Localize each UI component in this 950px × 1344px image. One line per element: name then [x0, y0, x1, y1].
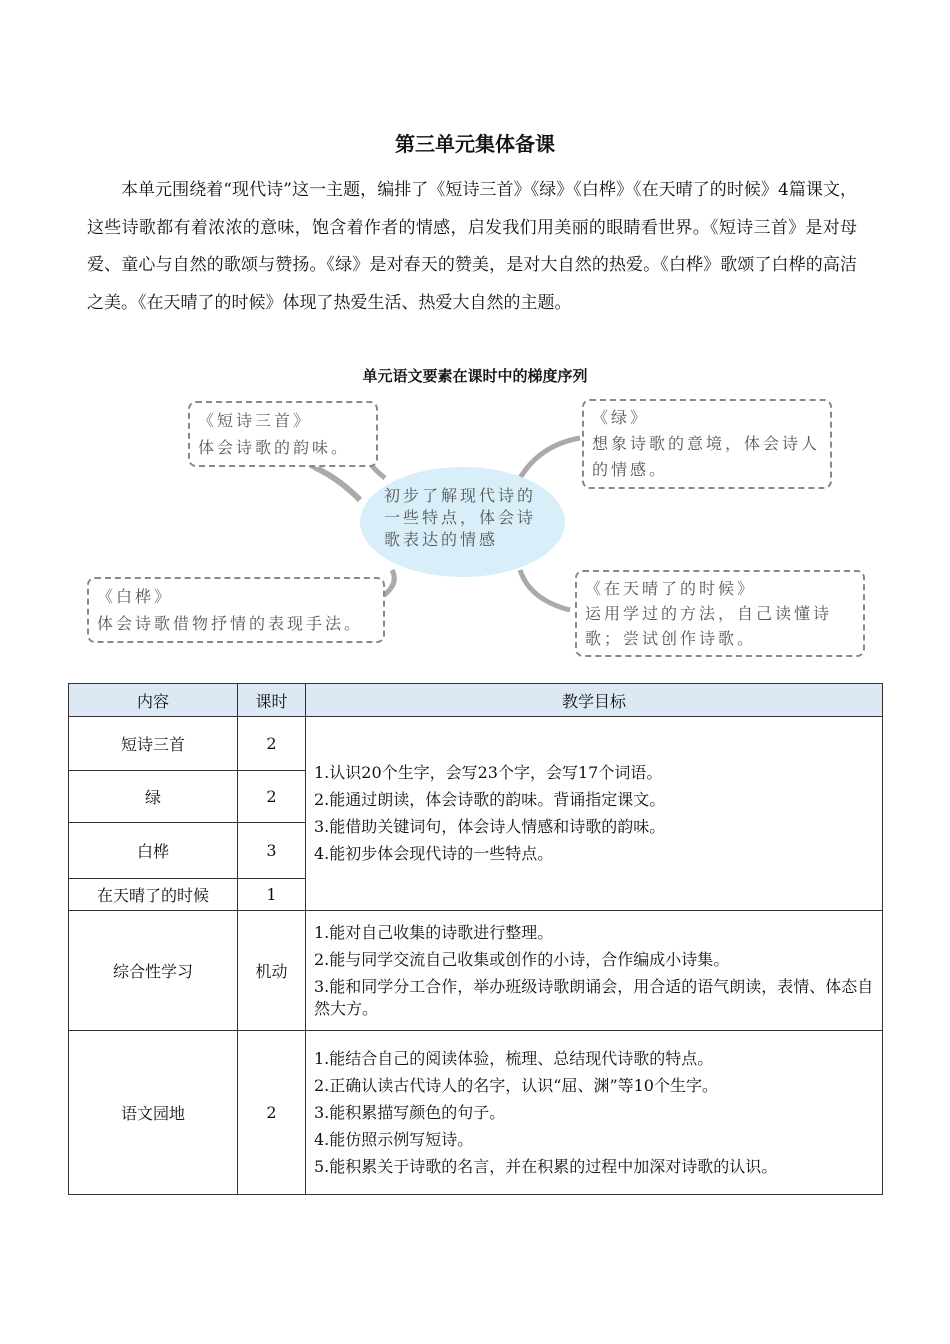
- teaching-plan-table: [68, 683, 883, 1195]
- diagram-node-sunny: [575, 570, 865, 657]
- goal-item: 4.能仿照示例写短诗。: [314, 1129, 474, 1149]
- goal-item: 2.能与同学交流自己收集或创作的小诗，合作编成小诗集。: [314, 949, 730, 969]
- node-text: 运用学过的方法，自己读懂诗歌；尝试创作诗歌。: [585, 604, 833, 648]
- node-text: 体会诗歌借物抒情的表现手法。: [97, 614, 364, 633]
- node-text: 想象诗歌的意境，体会诗人的情感。: [592, 434, 821, 479]
- table-row: [69, 911, 883, 1031]
- goal-item: 3.能积累描写颜色的句子。: [314, 1102, 506, 1122]
- intro-paragraph: 本单元围绕着“现代诗”这一主题，编排了《短诗三首》《绿》《白桦》《在天晴了的时候》4篇课文，这些诗歌都有着浓浓的意味，饱含着作者的情感，启发我们用美丽的眼睛看世界。《短诗三首》是对母爱、童心与自然的歌颂与赞扬。《绿》是对春天的赞美，是对大自然的热爱。《白桦》歌颂了白桦的高洁之美。《在天晴了的时候》体现了热爱生活、热爱大自然的主题。: [87, 180, 857, 313]
- goal-item: 3.能借助关键词句，体会诗人情感和诗歌的韵味。: [314, 817, 666, 836]
- cell-goals: [306, 911, 883, 1031]
- cell-goals: [306, 1031, 883, 1195]
- cell-hours: 1: [238, 879, 306, 911]
- cell-hours: 2: [238, 771, 306, 823]
- diagram-node-birch: [87, 577, 385, 643]
- goal-item: 1.能结合自己的阅读体验，梳理、总结现代诗歌的特点。: [314, 1048, 714, 1068]
- cell-content: 在天晴了的时候: [69, 879, 238, 911]
- table-header-row: [69, 684, 883, 717]
- goal-item: 1.能对自己收集的诗歌进行整理。: [314, 922, 554, 942]
- cell-content: 白桦: [69, 823, 238, 879]
- cell-goals: [306, 717, 883, 911]
- diagram-node-green: [582, 399, 832, 489]
- cell-content: 语文园地: [69, 1031, 238, 1195]
- cell-content: 短诗三首: [69, 717, 238, 771]
- diagram-title: 单元语文要素在课时中的梯度序列: [362, 367, 588, 385]
- node-text: 体会诗歌的韵味。: [198, 438, 351, 457]
- diagram-node-poems: [188, 401, 378, 467]
- cell-content: 绿: [69, 771, 238, 823]
- cell-content: 综合性学习: [69, 911, 238, 1031]
- header-content: 内容: [69, 684, 238, 717]
- goal-item: 4.能初步体会现代诗的一些特点。: [314, 844, 554, 863]
- table-row: [69, 717, 883, 771]
- diagram-center-node: 初步了解现代诗的一些特点，体会诗歌表达的情感: [360, 467, 565, 577]
- goal-item: 5.能积累关于诗歌的名言，并在积累的过程中加深对诗歌的认识。: [314, 1156, 778, 1176]
- page-title: 第三单元集体备课: [395, 132, 555, 156]
- node-title: 《在天晴了的时候》: [585, 579, 757, 598]
- cell-hours: 2: [238, 717, 306, 771]
- header-goals: 教学目标: [306, 684, 883, 717]
- goal-item: 2.正确认读古代诗人的名字，认识“屈、渊”等10个生字。: [314, 1075, 718, 1095]
- node-title: 《白桦》: [97, 587, 174, 606]
- node-title: 《短诗三首》: [198, 411, 313, 430]
- cell-hours: 2: [238, 1031, 306, 1195]
- goal-item: 3.能和同学分工合作，举办班级诗歌朗诵会，用合适的语气朗读，表情、体态自然大方。: [314, 976, 874, 1018]
- cell-hours: 3: [238, 823, 306, 879]
- node-title: 《绿》: [592, 408, 650, 427]
- header-hours: 课时: [238, 684, 306, 717]
- goal-item: 2.能通过朗读，体会诗歌的韵味。背诵指定课文。: [314, 790, 666, 809]
- goal-item: 1.认识20个生字，会写23个字，会写17个词语。: [314, 763, 663, 782]
- cell-hours: 机动: [238, 911, 306, 1031]
- table-row: [69, 1031, 883, 1195]
